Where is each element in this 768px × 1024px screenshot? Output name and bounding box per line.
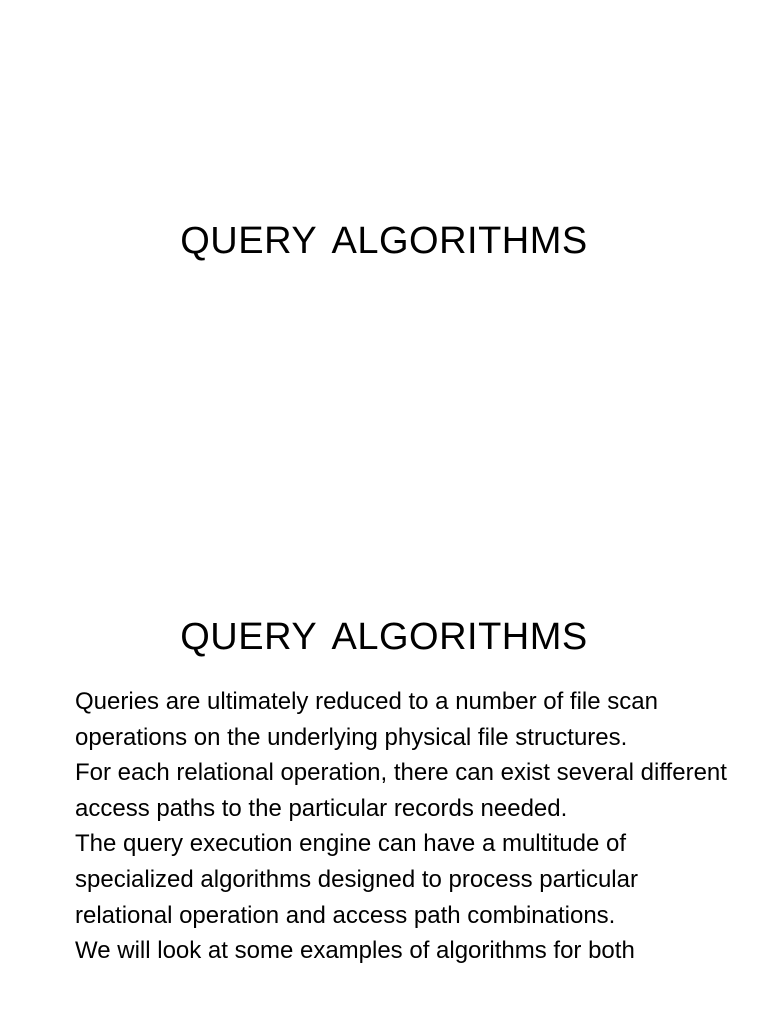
slide-body bbox=[75, 684, 735, 969]
slide-title: QUERY ALGORITHMS bbox=[180, 220, 588, 262]
slide-2 bbox=[0, 512, 768, 1024]
body-paragraph: The query execution engine can have a multitude of specialized algorithms designed to process particular relational operation and access path combinations. bbox=[75, 830, 638, 929]
body-paragraph: We will look at some examples of algorithms for both bbox=[75, 937, 635, 965]
body-paragraph: Queries are ultimately reduced to a number of file scan operations on the underlying physical file structures. bbox=[75, 688, 658, 751]
slide-title: QUERY ALGORITHMS bbox=[180, 616, 588, 658]
body-paragraph: For each relational operation, there can exist several different access paths to the particular records needed. bbox=[75, 759, 727, 822]
